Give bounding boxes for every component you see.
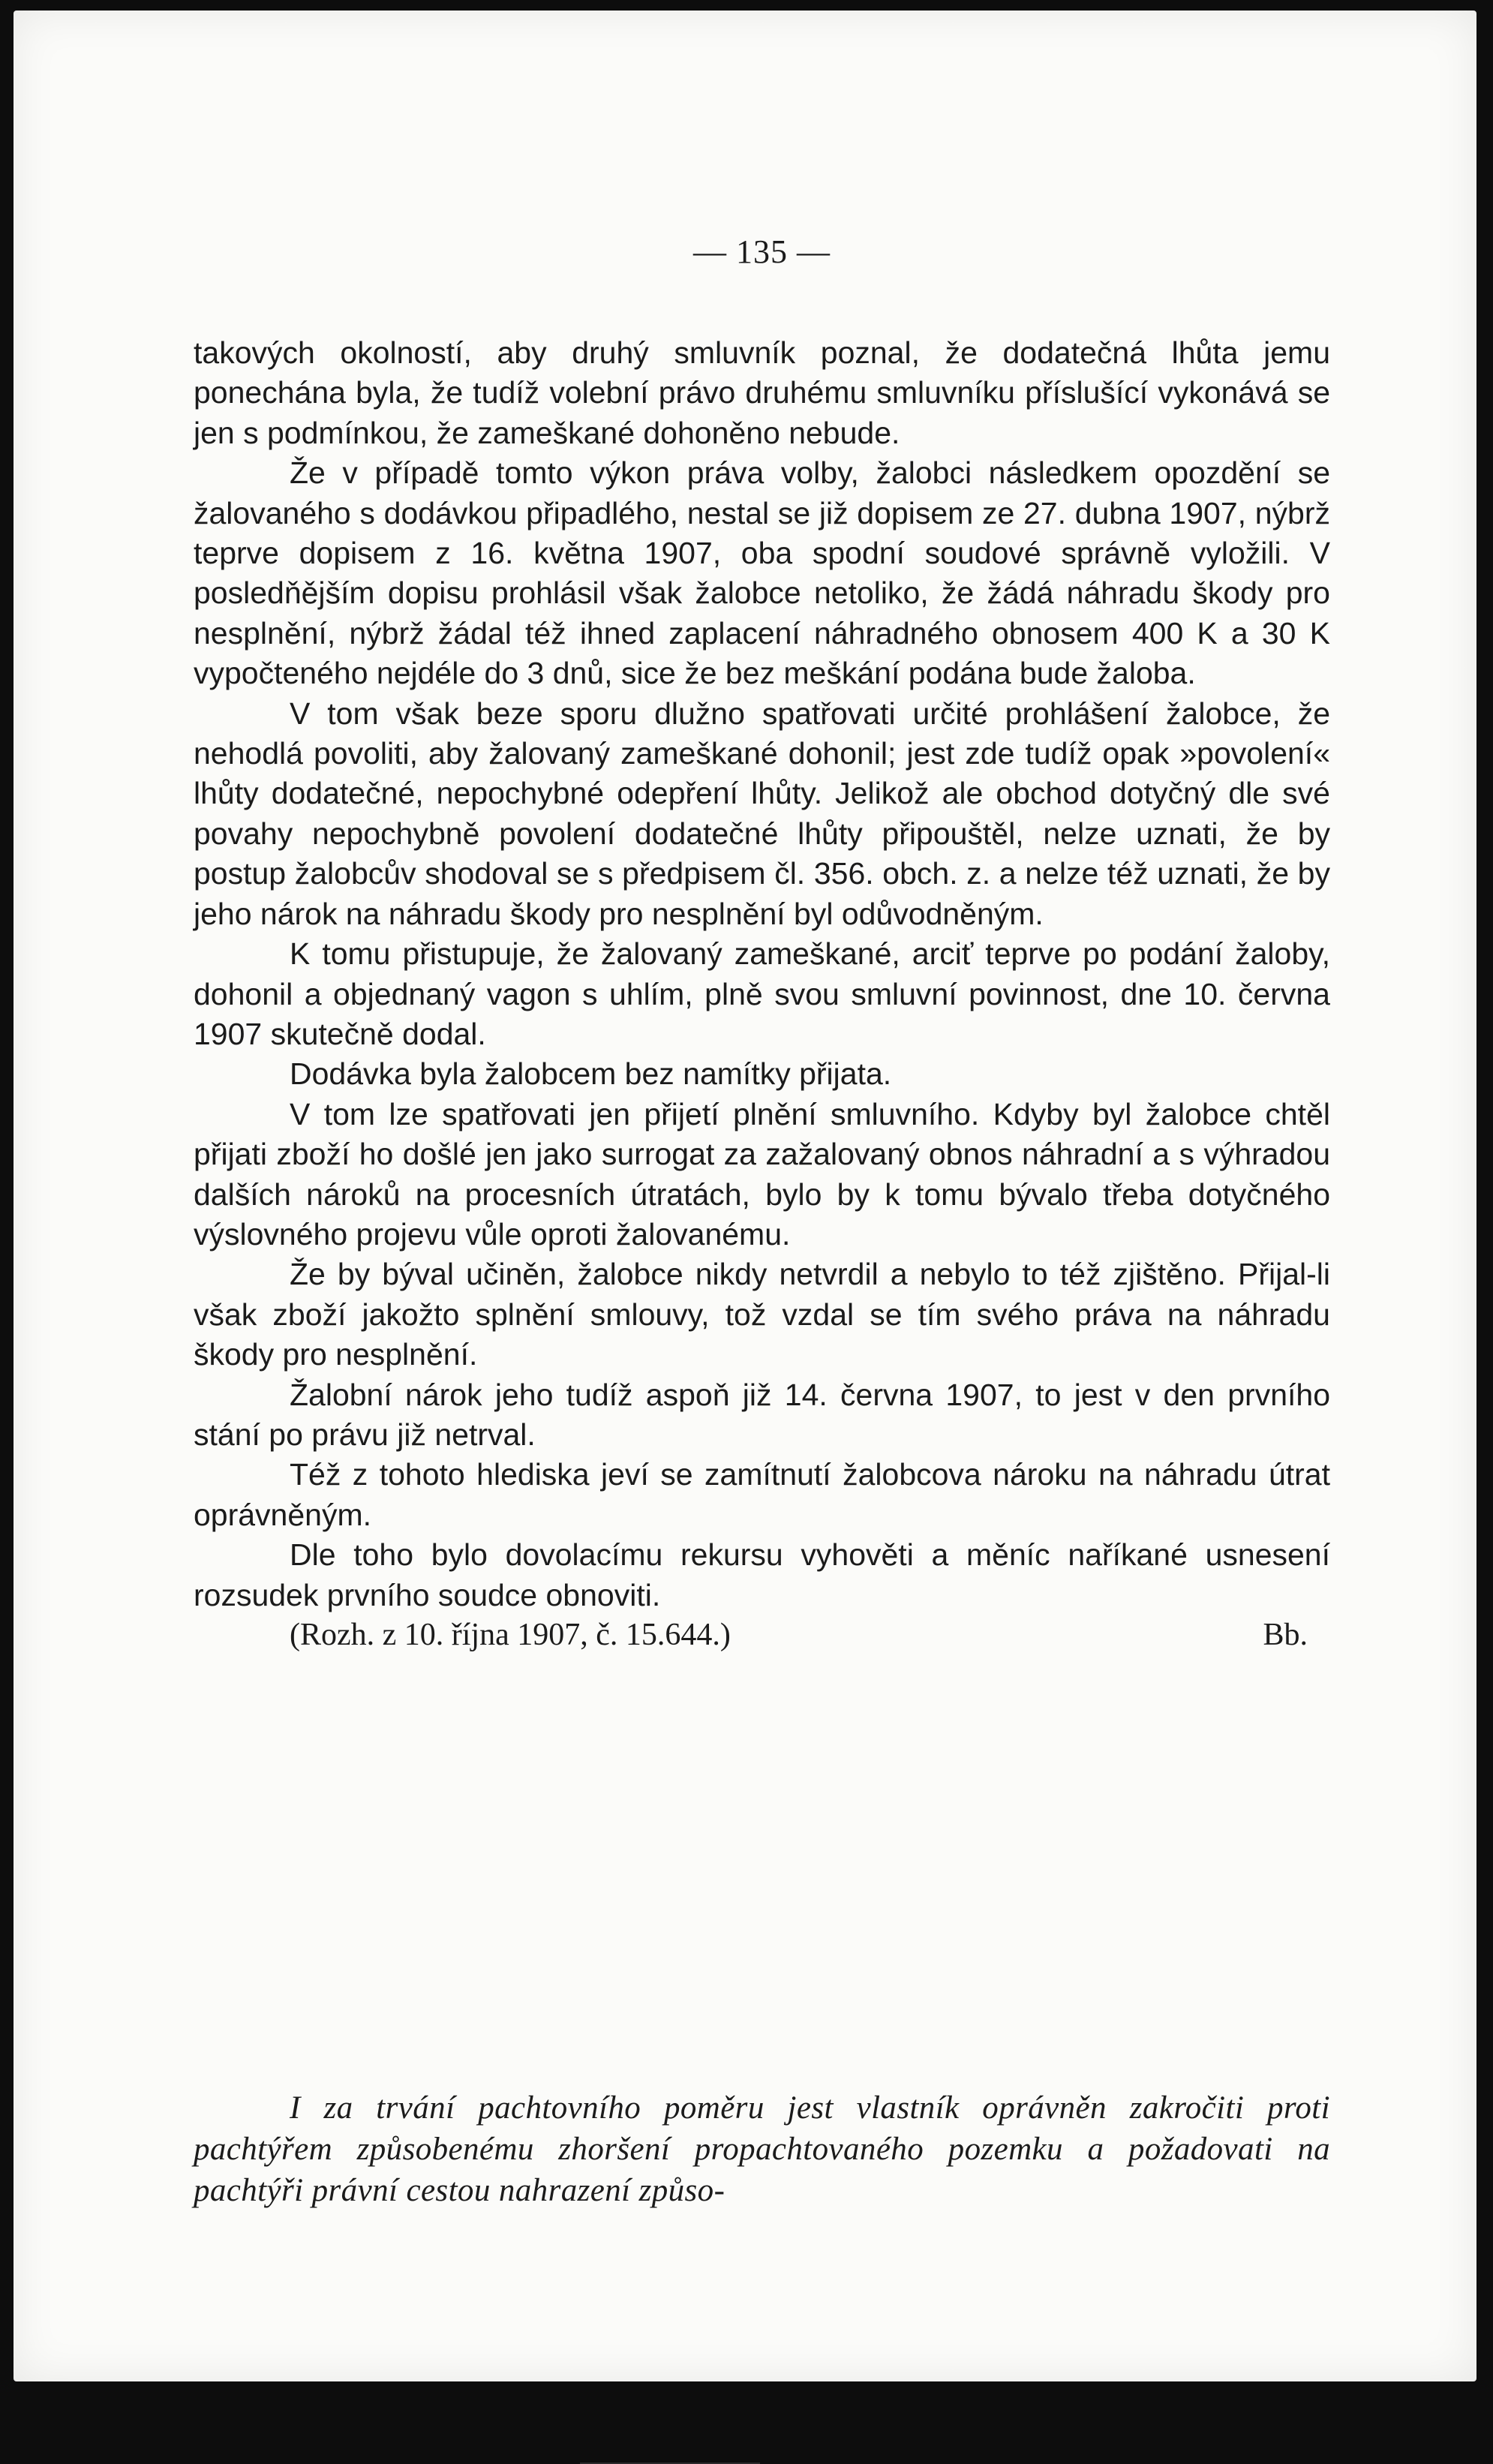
scanned-page — [14, 11, 1476, 2381]
body-text — [194, 333, 1330, 1655]
page-number: — 135 — — [693, 233, 831, 270]
paragraph: Žalobní nárok jeho tudíž aspoň již 14. června 1907, to jest v den prvního stání po právu již netrval. — [194, 1377, 1330, 1452]
paragraph: Že v případě tomto výkon práva volby, žalobci následkem opozdění se žalovaného s dodávkou připadlého, nestal se již dopisem ze 27. dubna 1907, nýbrž teprve dopisem z 16. května 1907, oba spodní soudové správně vyložili. V posledňějším dopisu prohlásil však žalobce netoliko, že žádá náhradu škody pro nesplnění, nýbrž žádal též ihned zaplacení náhradného obnosem 400 K a 30 K vypočteného nejdéle do 3 dnů, sice že bez meškání podána bude žaloba. — [194, 455, 1330, 691]
paragraph-continuation: takových okolností, aby druhý smluvník poznal, že dodatečná lhůta jemu ponechána byla, že tudíž volební právo druhému smluvníku příslušící vykonává se jen s podmínkou, že zameškané dohoněno nebude. — [194, 335, 1330, 450]
paragraph: V tom však beze sporu dlužno spatřovati určité prohlášení žalobce, že nehodlá povoliti, aby žalovaný zameškané dohonil; jest zde tudíž opak »povolení« lhůty dodatečné, nepochybné odepření lhůty. Jelikož ale obchod dotyčný dle své povahy nepochybně povolení dodatečné lhůty připouštěl, nelze uznati, že by postup žalobcův shodoval se s předpisem čl. 356. obch. z. a nelze též uznati, že by jeho nárok na náhradu škody pro nesplnění byl odůvodněným. — [194, 696, 1330, 931]
decision-signoff — [290, 1615, 1330, 1655]
author-initials: Bb. — [1263, 1618, 1308, 1652]
paragraph: Dodávka byla žalobcem bez namítky přijata. — [290, 1056, 892, 1092]
decision-citation: (Rozh. z 10. října 1907, č. 15.644.) — [290, 1618, 731, 1652]
paragraph: Též z tohoto hlediska jeví se zamítnutí žalobcova nároku na náhradu útrat oprávněným. — [194, 1457, 1330, 1532]
paragraph: V tom lze spatřovati jen přijetí plnění smluvního. Kdyby byl žalobce chtěl přijati zboží ho došlé jen jako surrogat za zažalovaný obnos náhradní a s výhradou dalších nároků na procesních útratách, bylo by k tomu bývalo třeba dotyčného výslovného projevu vůle oproti žalovanému. — [194, 1096, 1330, 1252]
next-case-headnote: I za trvání pachtovního poměru jest vlastník oprávněn zakročiti proti pachtýřem způsobenému zhoršení propachtovaného pozemku a požadovati na pachtýři právní cestou nahrazení způso- — [194, 2090, 1330, 2208]
paragraph: Dle toho bylo dovolacímu rekursu vyhověti a měníc naříkané usnesení rozsudek prvního soudce obnoviti. — [194, 1537, 1330, 1612]
paragraph: K tomu přistupuje, že žalovaný zameškané, arciť teprve po podání žaloby, dohonil a objednaný vagon s uhlím, plně svou smluvní povinnost, dne 10. června 1907 skutečně dodal. — [194, 936, 1330, 1051]
paragraph: Že by býval učiněn, žalobce nikdy netvrdil a nebylo to též zjištěno. Přijal-li však zboží jakožto splnění smlouvy, tož vzdal se tím svého práva na náhradu škody pro nesplnění. — [194, 1257, 1330, 1372]
